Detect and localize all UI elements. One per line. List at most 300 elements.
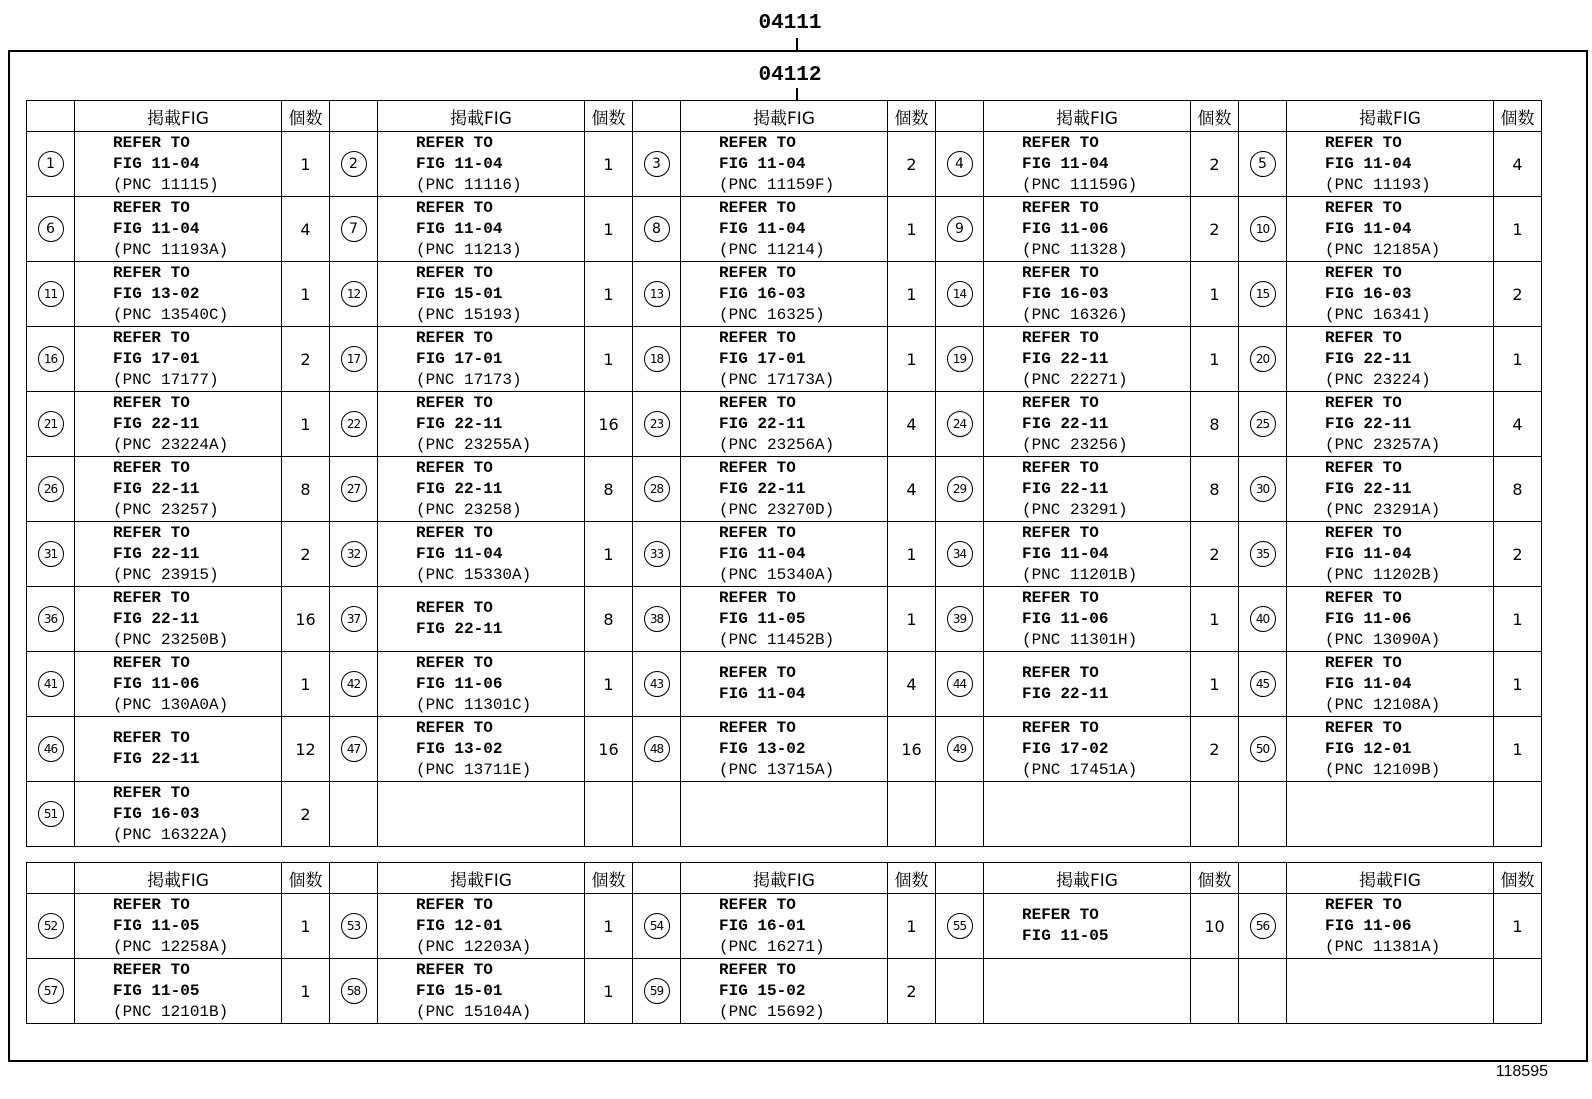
header-qty: 個数	[888, 101, 936, 132]
refer-to-text: REFER TO	[113, 263, 190, 282]
quantity-cell: 1	[585, 132, 633, 197]
pnc-number: (PNC 11159F)	[719, 175, 835, 194]
quantity-cell	[1191, 959, 1239, 1024]
item-number-circle: 18	[644, 346, 670, 372]
item-number-circle: 12	[341, 281, 367, 307]
quantity-cell: 1	[1494, 717, 1542, 782]
header-row	[27, 101, 1542, 132]
item-number-cell	[330, 132, 378, 197]
refer-to-text: REFER TO	[113, 393, 190, 412]
item-number-cell	[330, 457, 378, 522]
fig-number: FIG 17-02	[1022, 739, 1109, 758]
fig-number: FIG 11-06	[416, 674, 503, 693]
quantity-cell: 2	[1191, 197, 1239, 262]
quantity-cell: 1	[585, 197, 633, 262]
pnc-number: (PNC 15330A)	[416, 565, 532, 584]
fig-number: FIG 22-11	[113, 544, 200, 563]
item-number-circle: 55	[947, 913, 973, 939]
refer-to-text: REFER TO	[416, 263, 493, 282]
refer-to-text: REFER TO	[1325, 328, 1402, 347]
fig-reference	[984, 718, 1190, 781]
quantity-cell: 4	[888, 392, 936, 457]
item-number-cell	[633, 717, 681, 782]
fig-reference-cell	[378, 717, 585, 782]
fig-reference	[75, 458, 281, 521]
fig-reference-cell	[1287, 652, 1494, 717]
fig-reference-cell	[681, 782, 888, 847]
item-number-circle: 20	[1250, 346, 1276, 372]
quantity-cell: 4	[888, 652, 936, 717]
header-num-cell	[1239, 101, 1287, 132]
item-number-cell	[330, 717, 378, 782]
fig-reference	[75, 523, 281, 586]
item-number-cell	[330, 782, 378, 847]
pnc-number: (PNC 11301C)	[416, 695, 532, 714]
quantity-cell	[1191, 782, 1239, 847]
table-row	[27, 132, 1542, 197]
item-number-cell	[27, 959, 75, 1024]
item-number-cell	[633, 652, 681, 717]
fig-reference-cell	[984, 587, 1191, 652]
pnc-number: (PNC 13090A)	[1325, 630, 1441, 649]
item-number-cell	[633, 782, 681, 847]
quantity-cell: 1	[1494, 894, 1542, 959]
refer-to-text: REFER TO	[416, 328, 493, 347]
pnc-number: (PNC 16326)	[1022, 305, 1128, 324]
item-number-circle: 8	[644, 216, 670, 242]
fig-reference	[1287, 133, 1493, 196]
item-number-circle: 49	[947, 736, 973, 762]
refer-to-text: REFER TO	[416, 523, 493, 542]
item-number-circle: 58	[341, 978, 367, 1004]
pnc-number: (PNC 11193A)	[113, 240, 229, 259]
refer-to-text: REFER TO	[1325, 588, 1402, 607]
refer-to-text: REFER TO	[416, 895, 493, 914]
fig-reference	[378, 198, 584, 261]
fig-reference-cell	[378, 782, 585, 847]
quantity-cell: 2	[1191, 717, 1239, 782]
item-number-cell	[1239, 522, 1287, 587]
pnc-number: (PNC 16271)	[719, 937, 825, 956]
pnc-number: (PNC 12108A)	[1325, 695, 1441, 714]
header-qty: 個数	[1494, 101, 1542, 132]
fig-number: FIG 11-04	[113, 219, 200, 238]
refer-to-text: REFER TO	[719, 960, 796, 979]
quantity-cell: 1	[282, 959, 330, 1024]
refer-to-text: REFER TO	[719, 588, 796, 607]
fig-number: FIG 11-06	[1325, 916, 1412, 935]
pnc-number: (PNC 12258A)	[113, 937, 229, 956]
fig-number: FIG 16-01	[719, 916, 806, 935]
fig-reference	[1287, 263, 1493, 326]
pnc-number: (PNC 11214)	[719, 240, 825, 259]
item-number-circle: 10	[1250, 216, 1276, 242]
refer-to-text: REFER TO	[416, 133, 493, 152]
fig-number: FIG 22-11	[113, 414, 200, 433]
assembly-number-04111: 04111	[758, 12, 822, 35]
fig-reference	[984, 328, 1190, 391]
item-number-cell	[27, 197, 75, 262]
pnc-number: (PNC 17451A)	[1022, 760, 1138, 779]
quantity-cell: 2	[1191, 132, 1239, 197]
fig-reference	[378, 263, 584, 326]
item-number-cell	[330, 894, 378, 959]
item-number-cell	[633, 132, 681, 197]
item-number-cell	[936, 652, 984, 717]
fig-reference-cell	[378, 392, 585, 457]
item-number-cell	[27, 262, 75, 327]
fig-reference	[984, 458, 1190, 521]
fig-number: FIG 22-11	[113, 479, 200, 498]
item-number-circle: 53	[341, 913, 367, 939]
quantity-cell: 1	[585, 262, 633, 327]
item-number-cell	[936, 522, 984, 587]
fig-reference	[378, 328, 584, 391]
pnc-number: (PNC 23250B)	[113, 630, 229, 649]
item-number-circle: 32	[341, 541, 367, 567]
item-number-cell	[27, 522, 75, 587]
fig-number: FIG 11-04	[719, 544, 806, 563]
fig-number: FIG 22-11	[719, 414, 806, 433]
fig-reference-cell	[378, 652, 585, 717]
item-number-cell	[1239, 392, 1287, 457]
quantity-cell: 1	[1191, 262, 1239, 327]
item-number-circle: 54	[644, 913, 670, 939]
fig-reference-cell	[984, 132, 1191, 197]
fig-reference	[1287, 718, 1493, 781]
fig-number: FIG 22-11	[113, 750, 200, 768]
quantity-cell: 1	[888, 587, 936, 652]
fig-reference-cell	[378, 587, 585, 652]
fig-reference-cell	[378, 327, 585, 392]
item-number-circle: 5	[1250, 151, 1276, 177]
fig-reference-cell	[681, 717, 888, 782]
fig-reference-cell	[75, 262, 282, 327]
header-fig: 掲載FIG	[378, 863, 585, 894]
item-number-cell	[330, 392, 378, 457]
fig-reference	[984, 663, 1190, 705]
quantity-cell: 2	[888, 132, 936, 197]
fig-reference-cell	[984, 522, 1191, 587]
fig-number: FIG 11-04	[1325, 544, 1412, 563]
item-number-circle: 45	[1250, 671, 1276, 697]
quantity-cell: 16	[282, 587, 330, 652]
fig-number: FIG 11-04	[1022, 154, 1109, 173]
item-number-cell	[330, 197, 378, 262]
quantity-cell: 2	[1494, 522, 1542, 587]
header-num-cell	[633, 101, 681, 132]
table-row	[27, 327, 1542, 392]
quantity-cell: 1	[585, 959, 633, 1024]
parts-table-secondary	[26, 862, 1542, 1024]
pnc-number: (PNC 12185A)	[1325, 240, 1441, 259]
fig-number: FIG 17-01	[719, 349, 806, 368]
refer-to-text: REFER TO	[1022, 263, 1099, 282]
refer-to-text: REFER TO	[113, 960, 190, 979]
header-num-cell	[330, 101, 378, 132]
item-number-circle: 41	[38, 671, 64, 697]
quantity-cell: 1	[1191, 652, 1239, 717]
fig-number: FIG 13-02	[113, 284, 200, 303]
fig-reference-cell	[984, 262, 1191, 327]
refer-to-text: REFER TO	[1022, 133, 1099, 152]
refer-to-text: REFER TO	[1022, 393, 1099, 412]
fig-reference	[75, 588, 281, 651]
fig-reference-cell	[75, 782, 282, 847]
illustration-id: 118595	[1495, 1063, 1548, 1080]
item-number-circle: 36	[38, 606, 64, 632]
fig-reference-cell	[378, 197, 585, 262]
header-qty: 個数	[282, 101, 330, 132]
refer-to-text: REFER TO	[113, 729, 190, 747]
fig-number: FIG 16-03	[1325, 284, 1412, 303]
fig-number: FIG 13-02	[719, 739, 806, 758]
item-number-cell	[330, 959, 378, 1024]
item-number-cell	[27, 132, 75, 197]
item-number-cell	[330, 327, 378, 392]
quantity-cell: 8	[282, 457, 330, 522]
quantity-cell: 16	[888, 717, 936, 782]
refer-to-text: REFER TO	[1022, 664, 1099, 682]
fig-reference	[1287, 393, 1493, 456]
fig-reference	[681, 263, 887, 326]
refer-to-text: REFER TO	[1325, 653, 1402, 672]
fig-reference-cell	[75, 197, 282, 262]
fig-number: FIG 11-04	[1022, 544, 1109, 563]
leader-line	[796, 38, 798, 50]
table-row	[27, 262, 1542, 327]
fig-reference	[75, 328, 281, 391]
table-row	[27, 717, 1542, 782]
item-number-cell	[1239, 652, 1287, 717]
fig-number: FIG 11-06	[1325, 609, 1412, 628]
fig-reference-cell	[681, 894, 888, 959]
header-num-cell	[1239, 863, 1287, 894]
item-number-circle: 6	[38, 216, 64, 242]
fig-number: FIG 15-01	[416, 284, 503, 303]
refer-to-text: REFER TO	[719, 263, 796, 282]
refer-to-text: REFER TO	[113, 458, 190, 477]
fig-number: FIG 11-04	[719, 154, 806, 173]
refer-to-text: REFER TO	[719, 198, 796, 217]
fig-reference-cell	[378, 457, 585, 522]
item-number-cell	[27, 457, 75, 522]
item-number-circle: 46	[38, 736, 64, 762]
item-number-cell	[1239, 262, 1287, 327]
item-number-cell	[633, 327, 681, 392]
item-number-circle: 52	[38, 913, 64, 939]
pnc-number: (PNC 11301H)	[1022, 630, 1138, 649]
header-num-cell	[27, 101, 75, 132]
refer-to-text: REFER TO	[719, 133, 796, 152]
item-number-circle: 56	[1250, 913, 1276, 939]
pnc-number: (PNC 11328)	[1022, 240, 1128, 259]
refer-to-text: REFER TO	[113, 328, 190, 347]
fig-reference-cell	[681, 327, 888, 392]
header-qty: 個数	[585, 101, 633, 132]
pnc-number: (PNC 23256A)	[719, 435, 835, 454]
item-number-circle: 29	[947, 476, 973, 502]
table-row	[27, 652, 1542, 717]
item-number-cell	[936, 327, 984, 392]
pnc-number: (PNC 12203A)	[416, 937, 532, 956]
item-number-cell	[27, 782, 75, 847]
item-number-cell	[936, 782, 984, 847]
item-number-cell	[330, 587, 378, 652]
header-qty: 個数	[1191, 863, 1239, 894]
pnc-number: (PNC 11452B)	[719, 630, 835, 649]
quantity-cell: 1	[888, 327, 936, 392]
refer-to-text: REFER TO	[113, 588, 190, 607]
fig-number: FIG 22-11	[1022, 685, 1109, 703]
fig-reference	[378, 960, 584, 1023]
fig-reference-cell	[75, 457, 282, 522]
fig-reference-cell	[681, 587, 888, 652]
fig-reference	[984, 523, 1190, 586]
item-number-cell	[633, 959, 681, 1024]
fig-reference-cell	[75, 587, 282, 652]
quantity-cell: 1	[282, 392, 330, 457]
pnc-number: (PNC 11193)	[1325, 175, 1431, 194]
pnc-number: (PNC 11159G)	[1022, 175, 1138, 194]
quantity-cell: 16	[585, 717, 633, 782]
fig-number: FIG 11-05	[113, 981, 200, 1000]
quantity-cell	[1494, 782, 1542, 847]
item-number-circle: 34	[947, 541, 973, 567]
fig-reference-cell	[75, 717, 282, 782]
item-number-cell	[1239, 717, 1287, 782]
fig-number: FIG 11-04	[719, 685, 806, 703]
fig-reference	[681, 328, 887, 391]
fig-number: FIG 11-05	[719, 609, 806, 628]
item-number-cell	[27, 587, 75, 652]
item-number-circle: 57	[38, 978, 64, 1004]
fig-reference-cell	[1287, 327, 1494, 392]
item-number-cell	[330, 522, 378, 587]
pnc-number: (PNC 130A0A)	[113, 695, 229, 714]
fig-number: FIG 22-11	[1325, 479, 1412, 498]
header-qty: 個数	[1191, 101, 1239, 132]
fig-number: FIG 22-11	[1325, 349, 1412, 368]
fig-reference	[378, 653, 584, 716]
header-fig: 掲載FIG	[75, 101, 282, 132]
item-number-circle: 47	[341, 736, 367, 762]
refer-to-text: REFER TO	[719, 523, 796, 542]
table-row	[27, 457, 1542, 522]
quantity-cell: 4	[282, 197, 330, 262]
fig-reference-cell	[75, 522, 282, 587]
refer-to-text: REFER TO	[1325, 198, 1402, 217]
refer-to-text: REFER TO	[416, 198, 493, 217]
fig-reference-cell	[1287, 587, 1494, 652]
quantity-cell: 1	[282, 894, 330, 959]
item-number-circle: 59	[644, 978, 670, 1004]
item-number-cell	[936, 717, 984, 782]
refer-to-text: REFER TO	[416, 393, 493, 412]
fig-reference-cell	[378, 262, 585, 327]
pnc-number: (PNC 23257A)	[1325, 435, 1441, 454]
item-number-cell	[1239, 327, 1287, 392]
item-number-circle: 40	[1250, 606, 1276, 632]
fig-reference-cell	[984, 652, 1191, 717]
fig-reference-cell	[378, 522, 585, 587]
pnc-number: (PNC 15104A)	[416, 1002, 532, 1021]
fig-reference	[1287, 588, 1493, 651]
header-num-cell	[27, 863, 75, 894]
header-num-cell	[633, 863, 681, 894]
pnc-number: (PNC 11201B)	[1022, 565, 1138, 584]
quantity-cell: 1	[585, 327, 633, 392]
item-number-circle: 26	[38, 476, 64, 502]
fig-reference-cell	[681, 522, 888, 587]
pnc-number: (PNC 23291A)	[1325, 500, 1441, 519]
item-number-cell	[1239, 587, 1287, 652]
item-number-circle: 22	[341, 411, 367, 437]
item-number-cell	[27, 327, 75, 392]
header-fig: 掲載FIG	[681, 101, 888, 132]
item-number-circle: 35	[1250, 541, 1276, 567]
quantity-cell: 2	[282, 782, 330, 847]
pnc-number: (PNC 17177)	[113, 370, 219, 389]
fig-reference	[378, 393, 584, 456]
pnc-number: (PNC 13715A)	[719, 760, 835, 779]
fig-reference-cell	[75, 327, 282, 392]
pnc-number: (PNC 23256)	[1022, 435, 1128, 454]
refer-to-text: REFER TO	[416, 599, 493, 617]
fig-reference	[378, 718, 584, 781]
item-number-cell	[27, 652, 75, 717]
fig-reference	[75, 783, 281, 846]
fig-number: FIG 22-11	[416, 414, 503, 433]
fig-reference-cell	[1287, 522, 1494, 587]
item-number-cell	[1239, 959, 1287, 1024]
fig-number: FIG 11-06	[1022, 609, 1109, 628]
quantity-cell: 1	[282, 262, 330, 327]
fig-reference	[1287, 198, 1493, 261]
item-number-cell	[633, 197, 681, 262]
fig-reference	[1287, 895, 1493, 958]
quantity-cell: 1	[282, 652, 330, 717]
table-row	[27, 587, 1542, 652]
fig-reference	[984, 393, 1190, 456]
fig-number: FIG 11-04	[113, 154, 200, 173]
item-number-cell	[1239, 132, 1287, 197]
pnc-number: (PNC 15340A)	[719, 565, 835, 584]
header-qty: 個数	[1494, 863, 1542, 894]
pnc-number: (PNC 11213)	[416, 240, 522, 259]
item-number-circle: 11	[38, 281, 64, 307]
fig-reference	[378, 458, 584, 521]
table-row	[27, 197, 1542, 262]
pnc-number: (PNC 15692)	[719, 1002, 825, 1021]
item-number-cell	[1239, 782, 1287, 847]
item-number-circle: 51	[38, 801, 64, 827]
pnc-number: (PNC 11115)	[113, 175, 219, 194]
quantity-cell: 8	[585, 587, 633, 652]
fig-reference-cell	[984, 457, 1191, 522]
item-number-cell	[936, 262, 984, 327]
quantity-cell: 4	[888, 457, 936, 522]
fig-reference	[681, 458, 887, 521]
fig-reference	[75, 653, 281, 716]
refer-to-text: REFER TO	[113, 198, 190, 217]
item-number-circle: 9	[947, 216, 973, 242]
item-number-cell	[936, 587, 984, 652]
fig-reference-cell	[681, 262, 888, 327]
fig-reference-cell	[1287, 197, 1494, 262]
item-number-circle: 15	[1250, 281, 1276, 307]
quantity-cell: 8	[1191, 457, 1239, 522]
